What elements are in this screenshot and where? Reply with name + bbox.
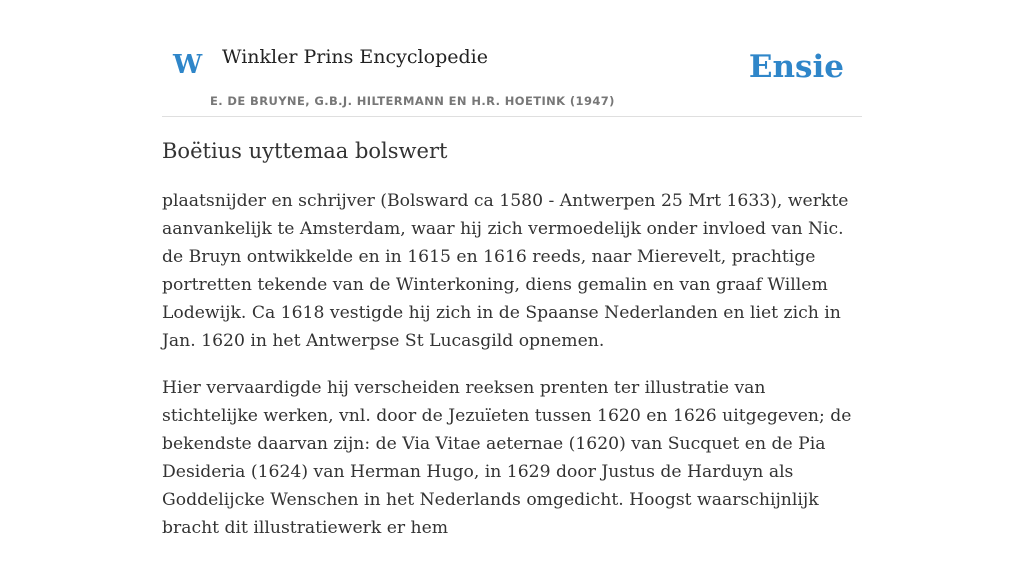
- source-header: [162, 40, 862, 117]
- article-title: Boëtius uyttemaa bolswert: [162, 139, 448, 163]
- source-authors: E. DE BRUYNE, G.B.J. HILTERMANN EN H.R. HOETINK (1947): [210, 94, 615, 108]
- article: [162, 138, 862, 561]
- article-paragraph-1: plaatsnijder en schrijver (Bolsward ca 1580 - Antwerpen 25 Mrt 1633), werkte aanvankelijk te Amsterdam, waar hij zich vermoedelijk onder invloed van Nic. de Bruyn ontwikkelde en in 1615 en 1616 reeds, naar Mierevelt, prachtige portretten tekende van de Winterkoning, diens gemalin en van graaf Willem Lodewijk. Ca 1618 vestigde hij zich in de Spaanse Nederlanden en liet zich in Jan. 1620 in het Antwerpse St Lucasgild opnemen.: [162, 191, 849, 352]
- source-title[interactable]: Winkler Prins Encyclopedie: [222, 46, 488, 68]
- source-logo[interactable]: W: [173, 50, 203, 80]
- ensie-logo[interactable]: Ensie: [748, 49, 844, 85]
- article-paragraph-2: Hier vervaardigde hij verscheiden reeksen prenten ter illustratie van stichtelijke werken, vnl. door de Jezuïeten tussen 1620 en 1626 uitgegeven; de bekendste daarvan zijn: de Via Vitae aeternae (1620) van Sucquet en de Pia Desideria (1624) van Herman Hugo, in 1629 door Justus de Harduyn als Goddelijcke Wenschen in het Nederlands omgedicht. Hoogst waarschijnlijk bracht dit illustratiewerk er hem: [162, 378, 852, 539]
